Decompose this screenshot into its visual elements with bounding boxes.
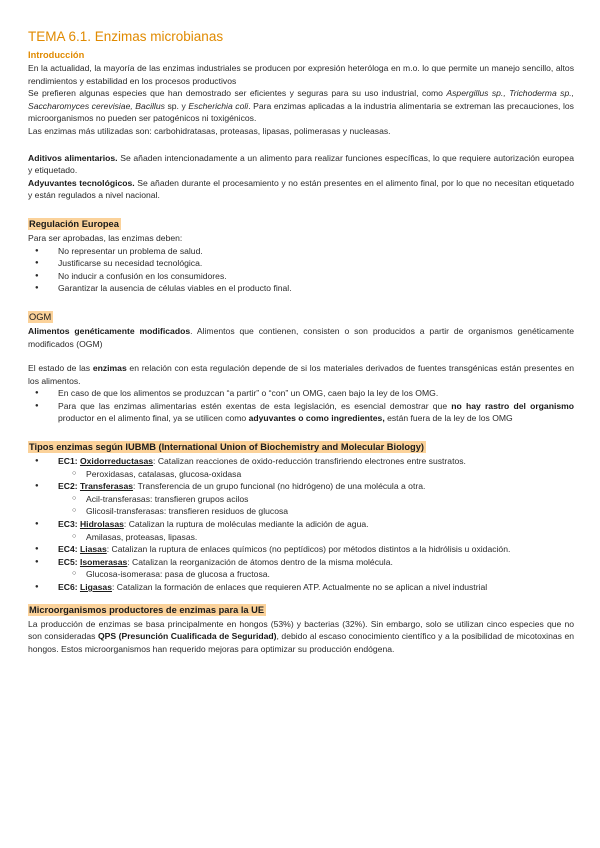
page-title: TEMA 6.1. Enzimas microbianas (28, 29, 224, 44)
list-item: ● En caso de que los alimentos se produzcan “a partir” o “con” un OMG, caen bajo la ley de los OMG. (28, 387, 574, 400)
tipos-heading: Tipos enzimas según IUBMB (International Union of Biochemistry and Molecular Biology) (29, 442, 424, 453)
list-item: ● No representar un problema de salud. (28, 245, 574, 258)
ogm-definition: Alimentos genéticamente modificados. Alimentos que contienen, consisten o son producidos a partir de organismos genéticamente modificados (OGM) (28, 325, 574, 349)
list-item-ec1: ● EC1: Oxidorreductasas: Catalizan reacciones de oxido-reducción transfiriendo electrones entre sustratos. (28, 455, 574, 468)
ogm-paragraph: El estado de las enzimas en relación con esta regulación depende de si los materiales derivados de fuentes transgénicas están presentes en los alimentos. (28, 363, 574, 386)
list-item: ● Garantizar la ausencia de células viables en el producto final. (28, 282, 574, 295)
species-list: Aspergillus sp., Trichoderma sp., Saccharomyces cerevisiae, Bacillus (28, 88, 575, 111)
list-item-ec2: ● EC2: Transferasas: Transferencia de un grupo funcional (no hidrógeno) de una molécula a otra. (28, 480, 574, 493)
list-item: ● No inducir a confusión en los consumidores. (28, 270, 574, 283)
list-item: ● Justificarse su necesidad tecnológica. (28, 257, 574, 270)
regulacion-intro: Para ser aprobadas, las enzimas deben: (28, 232, 183, 243)
list-item: ● Para que las enzimas alimentarias estén exentas de esta legislación, es esencial demostrar que no hay rastro del organismo productor en el alimento final, ya se utilicen como adyuvantes o como ingredientes, están fuera de la ley de los OMG (28, 400, 574, 425)
list-item-ec4: ● EC4: Liasas: Catalizan la ruptura de enlaces químicos (no peptídicos) por métodos distintos a la hidrólisis u oxidación. (28, 543, 574, 556)
sub-item: ○ Glucosa-isomerasa: pasa de glucosa a fructosa. (28, 568, 574, 581)
adyuvantes-definition: Adyuvantes tecnológicos. Se añaden durante el procesamiento y no están presentes en el alimento final, por lo que no necesitan etiquetado y están regulados a nivel nacional. (28, 177, 574, 201)
list-item-ec5: ● EC5: Isomerasas: Catalizan la reorganización de átomos dentro de la misma molécula. (28, 556, 574, 569)
intro-paragraph-2: Se prefieren algunas especies que han demostrado ser eficientes y seguras para su uso industrial, como Aspergillus sp., Trichoderma sp., Saccharomyces cerevisiae, Bacillus sp. y Escherichia coli. Para enzimas aplicadas a la industria alimentaria se extreman las precauciones, los microorganismos no pueden ser patogénicos ni toxigénicos. (28, 88, 575, 124)
intro-heading: Introducción (28, 50, 85, 60)
sub-item: ○ Peroxidasas, catalasas, glucosa-oxidasa (28, 468, 574, 481)
ogm-heading: OGM (29, 311, 52, 322)
sub-item: ○ Amilasas, proteasas, lipasas. (28, 531, 574, 544)
intro-paragraph-3: Las enzimas más utilizadas son: carbohidratasas, proteasas, lipasas, polimerasas y nucleasas. (28, 125, 391, 136)
ogm-list (28, 387, 574, 425)
tipos-list (28, 455, 574, 594)
list-item-ec3: ● EC3: Hidrolasas: Catalizan la ruptura de moléculas mediante la adición de agua. (28, 518, 574, 531)
sub-item: ○ Glicosil-transferasas: transfieren residuos de glucosa (28, 505, 574, 518)
sub-item: ○ Acil-transferasas: transfieren grupos acilos (28, 493, 574, 506)
aditivos-definition: Aditivos alimentarios. Se añaden intencionadamente a un alimento para realizar funciones específicas, lo que requiere autorización europea y etiquetado. (28, 152, 574, 176)
document-page (28, 28, 574, 655)
species-ecoli: Escherichia coli (188, 100, 249, 111)
microorganismos-paragraph: La producción de enzimas se basa principalmente en hongos (53%) y bacterias (32%). Sin embargo, solo se utilizan cinco especies que no son consideradas QPS (Presunción Cualificada de Seguridad), debido al escaso conocimiento científico y a la posibilidad de micotoxinas en hongos. Estos microorganismos han requerido mejoras para optimizar su producción endógena. (28, 618, 575, 654)
microorganismos-heading: Microorganismos productores de enzimas para la UE (29, 604, 265, 615)
regulacion-list (28, 245, 574, 295)
ogm-term: Alimentos genéticamente modificados (28, 325, 191, 336)
aditivos-term: Aditivos alimentarios. (28, 152, 118, 163)
regulacion-heading: Regulación Europea (29, 218, 119, 229)
adyuvantes-term: Adyuvantes tecnológicos. (28, 177, 135, 188)
intro-paragraph-1: En la actualidad, la mayoría de las enzimas industriales se producen por expresión heteróloga en m.o. lo que permite un manejo sencillo, altos rendimientos y estabilidad en los procesos productivos (28, 63, 574, 86)
list-item-ec6: ● EC6: Ligasas: Catalizan la formación de enlaces que requieren ATP. Actualmente no se aplican a nivel industrial (28, 581, 574, 594)
